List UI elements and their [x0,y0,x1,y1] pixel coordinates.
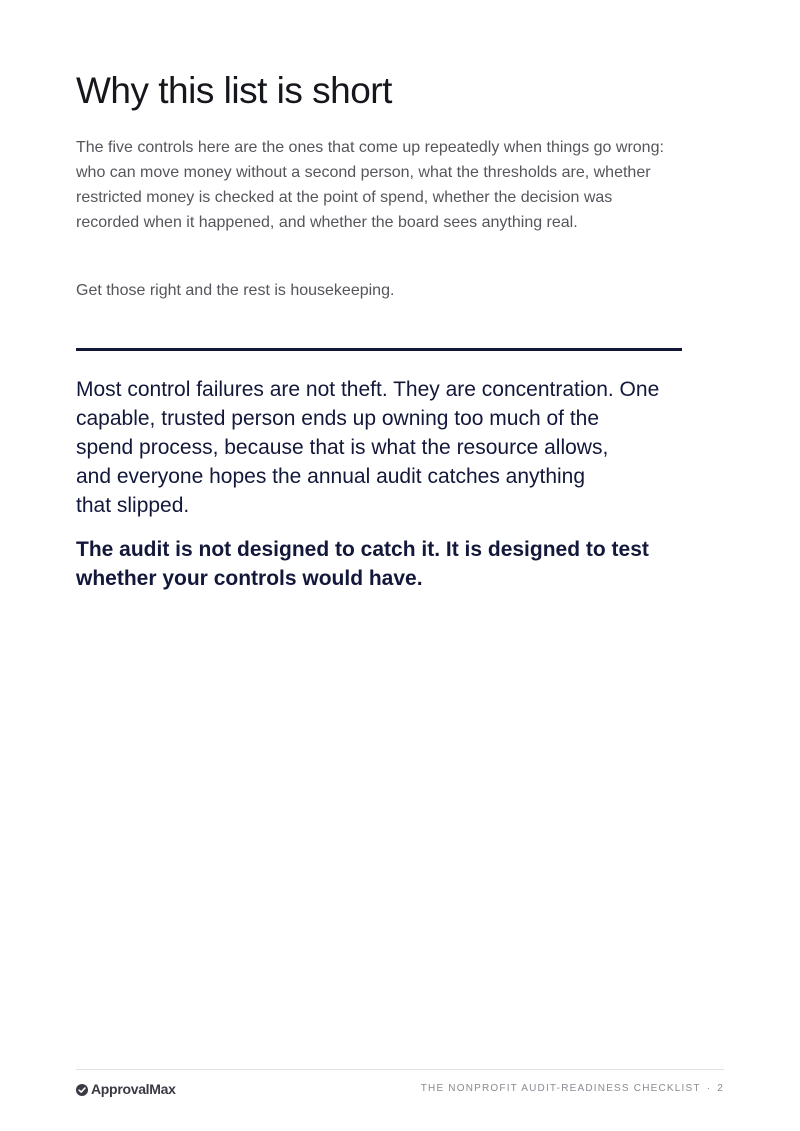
pull-quote [76,375,696,520]
page-footer [76,1069,724,1102]
section-divider [76,348,682,351]
page-number: 2 [717,1083,724,1094]
pull-quote-line: and everyone hopes the annual audit catches anything [76,465,586,488]
emphasis-line: whether your controls would have. [76,567,423,590]
emphasis-line: The audit is not designed to catch it. It is designed to test [76,538,649,561]
emphasis-statement [76,535,696,593]
brand-logo [76,1080,176,1098]
intro-paragraph-conclusion: Get those right and the rest is housekeeping. [76,282,395,299]
pull-quote-line: that slipped. [76,494,190,517]
page-title: Why this list is short [76,70,392,111]
footer-separator: · [706,1083,712,1094]
brand-name: ApprovalMax [91,1081,176,1097]
pull-quote-line: Most control failures are not theft. They are concentration. One [76,378,660,401]
document-title: THE NONPROFIT AUDIT-READINESS CHECKLIST [420,1083,701,1094]
check-circle-icon [76,1083,88,1095]
pull-quote-line: spend process, because that is what the resource allows, [76,436,609,459]
document-page [76,0,724,1131]
intro-paragraph: The five controls here are the ones that come up repeatedly when things go wrong: who can move money without a second person, what the thresholds are, whether restricted money is checked at the point of spend, whether the decision was recorded when it happened, and whether the board sees anything real. [76,139,664,231]
footer-meta [421,1082,724,1096]
pull-quote-line: capable, trusted person ends up owning too much of the [76,407,600,430]
